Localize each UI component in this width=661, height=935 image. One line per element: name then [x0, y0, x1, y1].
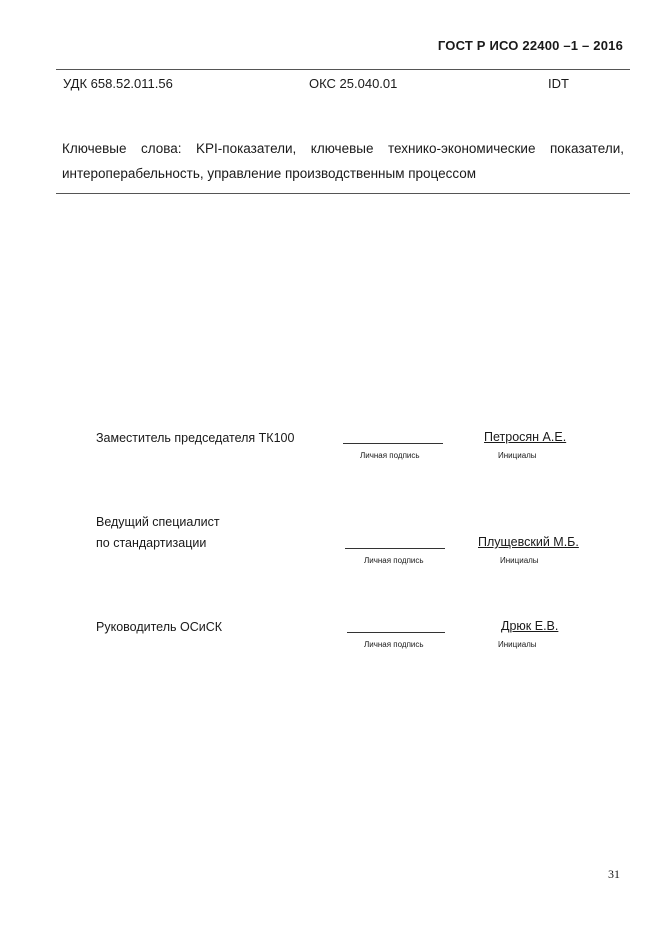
initials-caption: Инициалы — [498, 451, 537, 460]
signatory-name: Петросян А.Е. — [484, 430, 567, 444]
signatory-role-line-1: Ведущий специалист — [96, 515, 220, 529]
keywords-bottom-rule — [56, 193, 630, 194]
signatory-role: Заместитель председателя ТК100 — [96, 431, 295, 445]
document-standard-header: ГОСТ Р ИСО 22400 –1 – 2016 — [437, 38, 623, 53]
top-rule — [56, 69, 630, 70]
page-number: 31 — [608, 867, 620, 881]
initials-caption: Инициалы — [498, 640, 537, 649]
signatory-name: Плущевский М.Б. — [478, 535, 579, 549]
signature-line — [343, 443, 443, 444]
keywords-paragraph — [62, 136, 624, 186]
signatory-name: Дрюк Е.В. — [501, 619, 559, 633]
signature-caption: Личная подпись — [364, 556, 424, 565]
signature-line — [345, 548, 445, 549]
idt-label: IDT — [548, 76, 569, 91]
keywords-line-2: интероперабельность, управление производственным процессом — [62, 166, 477, 181]
keywords-line-1: Ключевые слова: KPI-показатели, ключевые технико-экономические показатели, — [62, 141, 624, 156]
signature-line — [347, 632, 445, 633]
signature-caption: Личная подпись — [360, 451, 420, 460]
signature-caption: Личная подпись — [364, 640, 424, 649]
signatory-role: Руководитель ОСиСК — [96, 620, 223, 634]
oks-code: ОКС 25.040.01 — [309, 76, 398, 91]
initials-caption: Инициалы — [500, 556, 539, 565]
udk-code: УДК 658.52.011.56 — [63, 76, 173, 91]
signatory-role-line-2: по стандартизации — [96, 536, 207, 550]
